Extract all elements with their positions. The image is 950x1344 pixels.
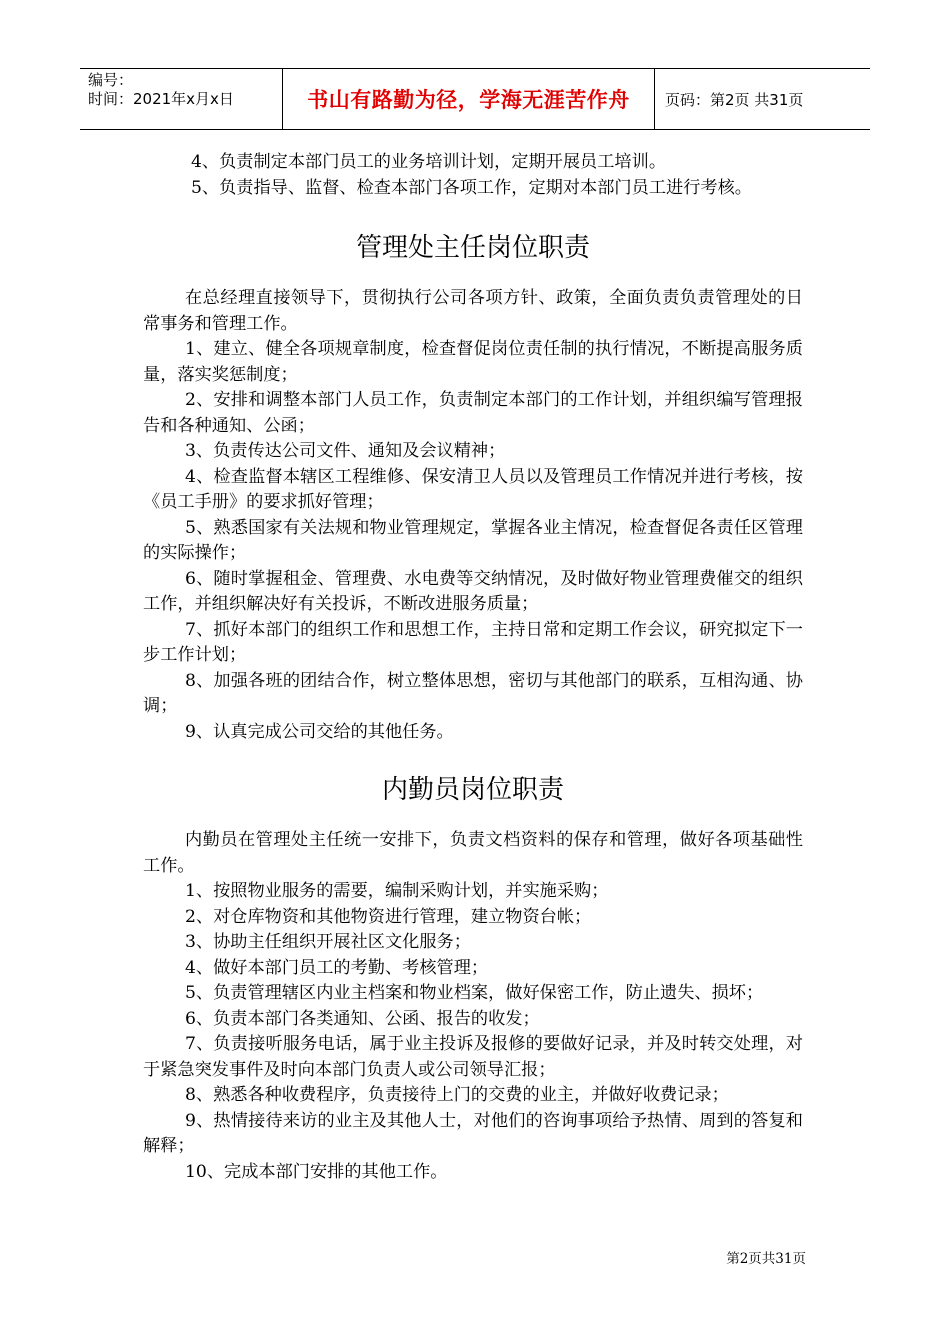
section1-paragraph: 7、抓好本部门的组织工作和思想工作，主持日常和定期工作会议，研究拟定下一步工作计划； [143,619,803,665]
time-label: 时间：2021年x月x日 [88,90,234,108]
header-motto: 书山有路勤为径，学海无涯苦作舟 [282,69,655,129]
section1-paragraph: 6、随时掌握租金、管理费、水电费等交纳情况，及时做好物业管理费催交的组织工作，并组织解决好有关投诉，不断改进服务质量； [143,568,803,614]
section2-paragraph: 2、对仓库物资和其他物资进行管理，建立物资台帐； [185,906,592,927]
page-footer: 第2页共31页 [726,1251,806,1267]
document-body [143,150,803,1185]
section2-paragraph: 1、按照物业服务的需要，编制采购计划，并实施采购； [185,881,609,901]
section1-paragraph: 在总经理直接领导下，贯彻执行公司各项方针、政策，全面负责负责管理处的日常事务和管理工作。 [143,288,803,334]
section-title: 管理处主任岗位职责 [355,233,590,263]
section1-paragraph: 1、建立、健全各项规章制度，检查督促岗位责任制的执行情况，不断提高服务质量，落实奖惩制度； [143,339,803,385]
header-page-code: 页码：第2页 共31页 [665,90,804,109]
section-title: 内勤员岗位职责 [381,775,564,805]
section1-paragraph: 3、负责传达公司文件、通知及会议精神； [185,441,506,461]
section2-paragraph: 7、负责接听服务电话，属于业主投诉及报修的要做好记录，并及时转交处理，对于紧急突发事件及时向本部门负责人或公司领导汇报； [143,1034,803,1080]
section1-paragraph: 2、安排和调整本部门人员工作，负责制定本部门的工作计划，并组织编写管理报告和各种通知、公函； [143,390,803,436]
section1-paragraph: 5、熟悉国家有关法规和物业管理规定，掌握各业主情况，检查督促各责任区管理的实际操作； [143,517,803,563]
intro-item: 5、负责指导、监督、检查本部门各项工作，定期对本部门员工进行考核。 [191,177,752,198]
section2-paragraph: 5、负责管理辖区内业主档案和物业档案，做好保密工作，防止遗失、损坏； [185,983,764,1003]
intro-item: 4、负责制定本部门员工的业务培训计划，定期开展员工培训。 [191,152,667,172]
section2-paragraph: 内勤员在管理处主任统一安排下，负责文档资料的保存和管理，做好各项基础性工作。 [143,830,803,876]
page-header [80,68,870,130]
number-label: 编号： [88,71,134,89]
section1-paragraph: 8、加强各班的团结合作，树立整体思想，密切与其他部门的联系，互相沟通、协调； [143,670,803,716]
section2-paragraph: 6、负责本部门各类通知、公函、报告的收发； [185,1008,540,1029]
section1-paragraph: 4、检查监督本辖区工程维修、保安清卫人员以及管理员工作情况并进行考核，按《员工手册》的要求抓好管理； [143,466,803,512]
section1-paragraph: 9、认真完成公司交给的其他任务。 [185,721,454,742]
section2-paragraph: 8、熟悉各种收费程序，负责接待上门的交费的业主，并做好收费记录； [185,1085,729,1105]
section2-paragraph: 4、做好本部门员工的考勤、考核管理； [185,957,489,978]
header-meta [80,69,282,129]
section2-paragraph: 9、热情接待来访的业主及其他人士，对他们的咨询事项给予热情、周到的答复和解释； [143,1110,803,1156]
section2-paragraph: 10、完成本部门安排的其他工作。 [185,1161,448,1182]
section2-paragraph: 3、协助主任组织开展社区文化服务； [185,932,471,952]
